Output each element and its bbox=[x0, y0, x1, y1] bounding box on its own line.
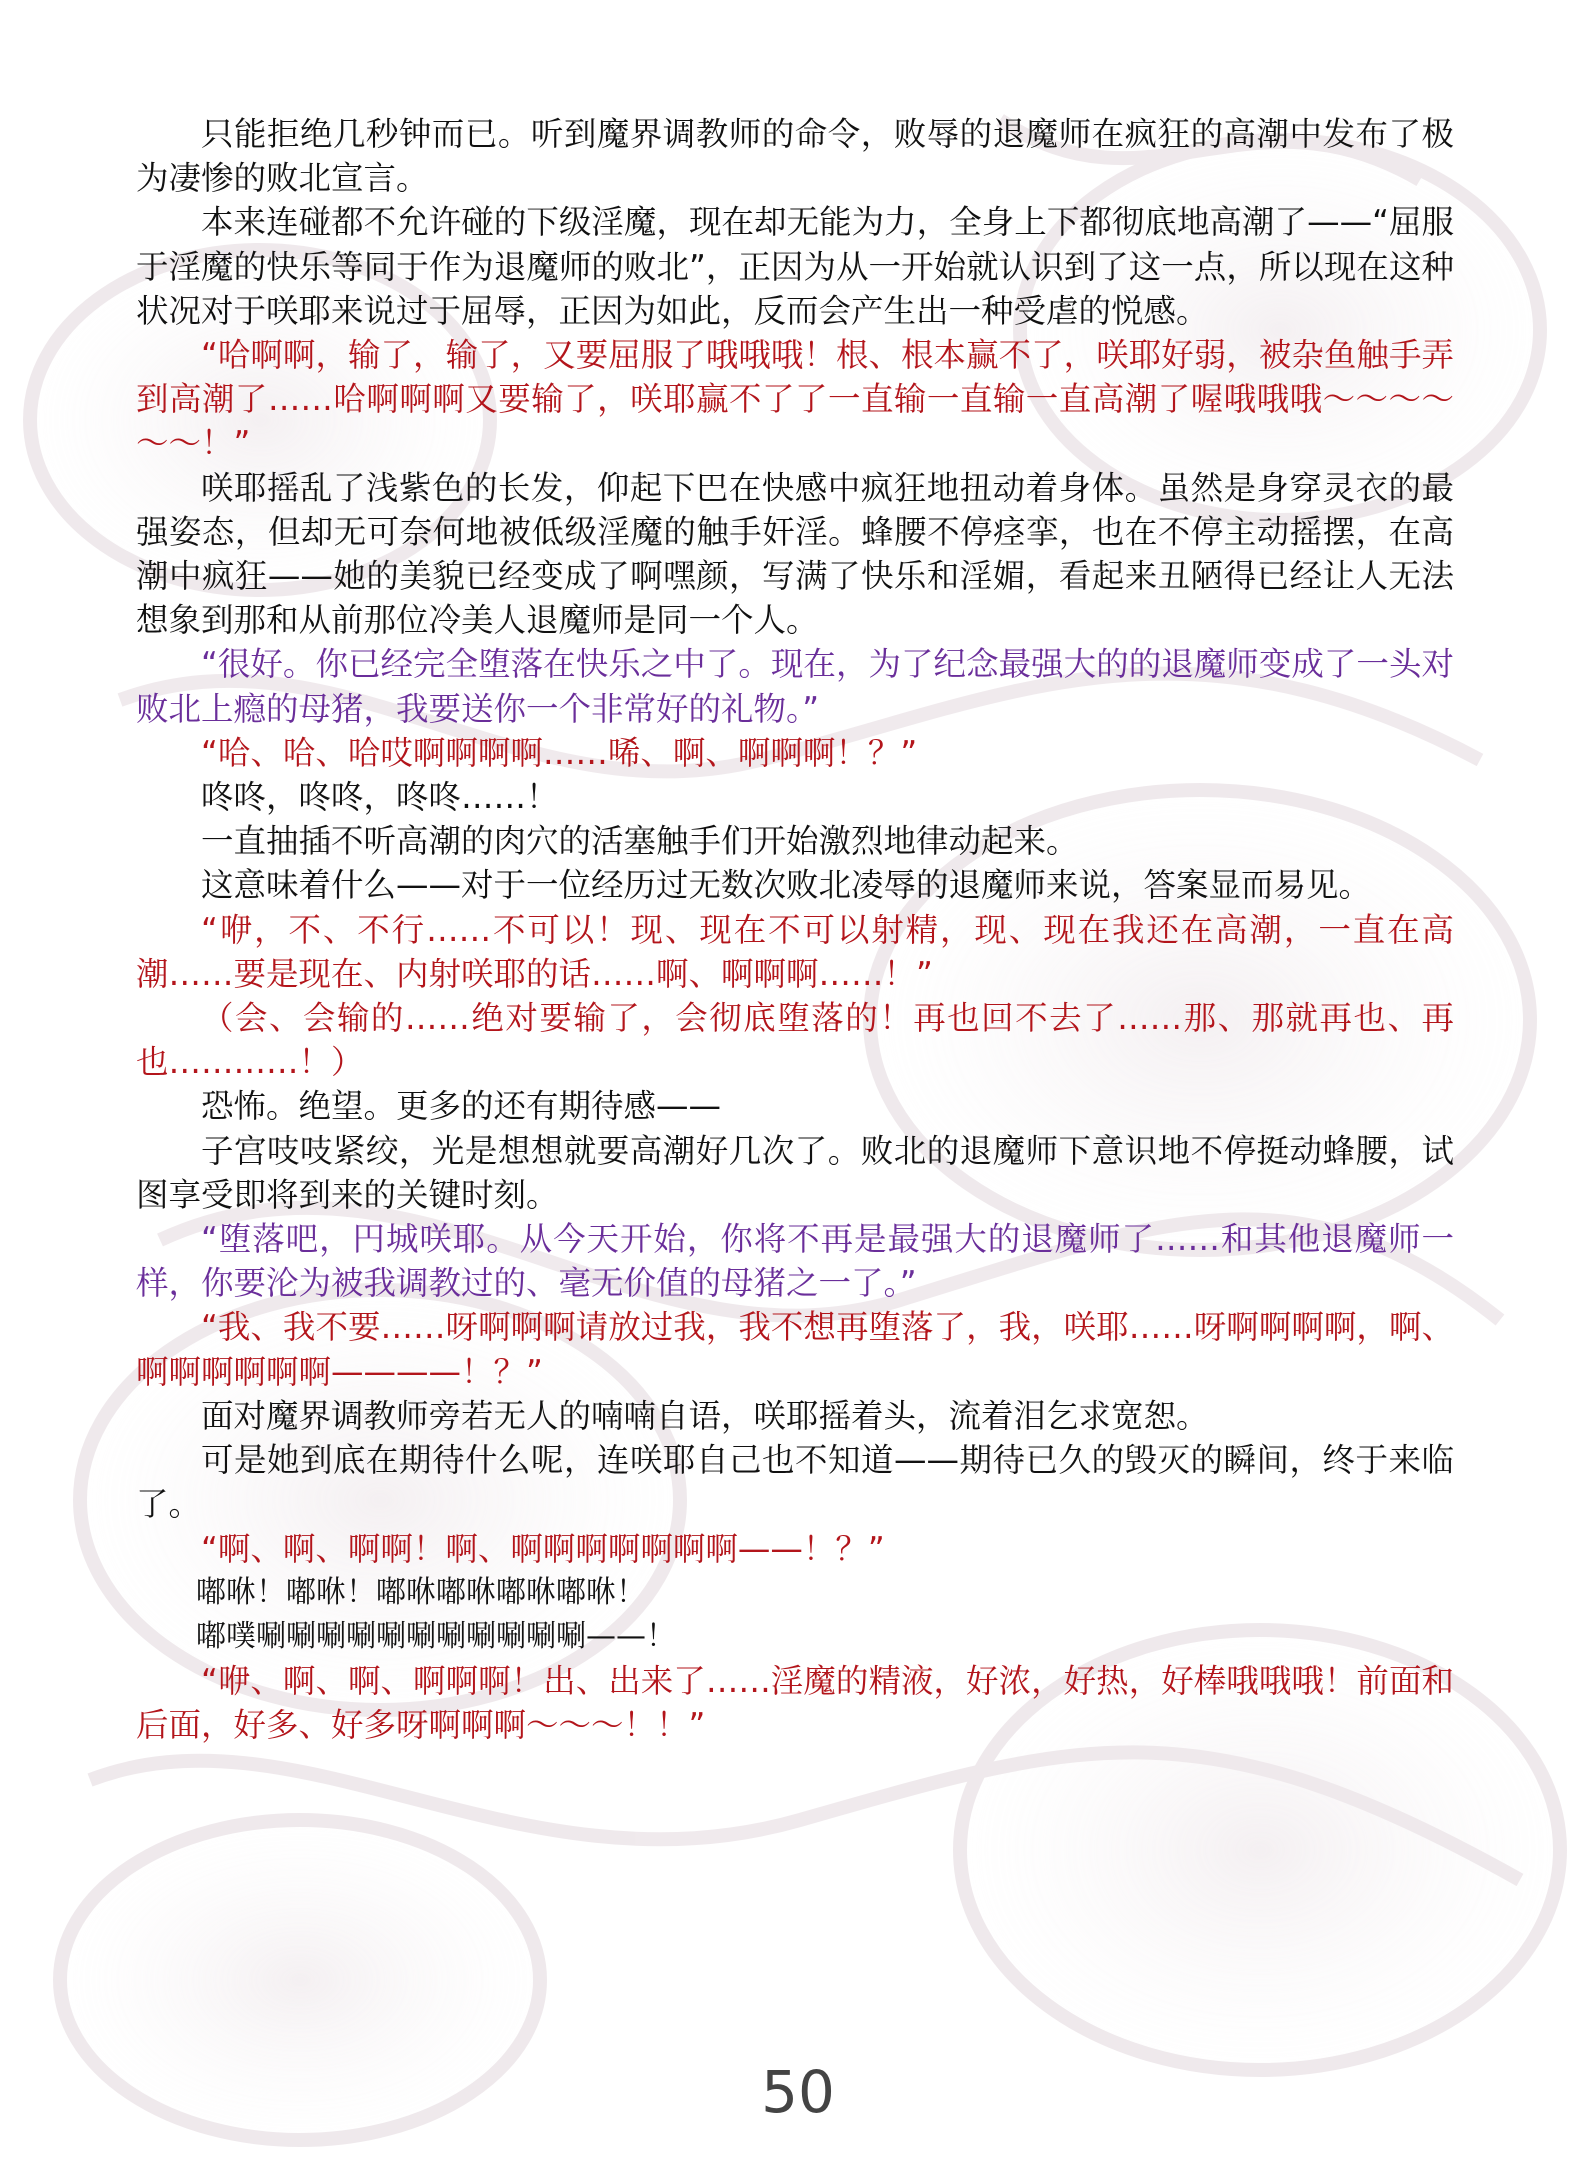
heroine-inner-thought: （会、会输的……绝对要输了，会彻底堕落的！再也回不去了……那、那就再也、再也…………！） bbox=[136, 999, 1454, 1082]
narration-paragraph: 这意味着什么——对于一位经历过无数次败北凌辱的退魔师来说，答案显而易见。 bbox=[201, 866, 1372, 905]
trainer-dialogue: “堕落吧，円城咲耶。从今天开始，你将不再是最强大的退魔师了……和其他退魔师一样，你要沦为被我调教过的、毫无价值的母猪之一了。” bbox=[136, 1220, 1454, 1303]
narration-paragraph: 咚咚，咚咚，咚咚……！ bbox=[201, 778, 559, 817]
heroine-dialogue: “啊、啊、啊啊！啊、啊啊啊啊啊啊啊——！？” bbox=[201, 1529, 885, 1568]
narration-paragraph: 面对魔界调教师旁若无人的喃喃自语，咲耶摇着头，流着泪乞求宽恕。 bbox=[201, 1396, 1209, 1435]
heroine-dialogue: “我、我不要……呀啊啊啊请放过我，我不想再堕落了，我，咲耶……呀啊啊啊啊，啊、啊啊啊啊啊啊————！？” bbox=[136, 1308, 1454, 1391]
body-text bbox=[136, 112, 1454, 1748]
narration-paragraph: 咲耶摇乱了浅紫色的长发，仰起下巴在快感中疯狂地扭动着身体。虽然是身穿灵衣的最强姿态，但却无可奈何地被低级淫魔的触手奸淫。蜂腰不停痉挛，也在不停主动摇摆，在高潮中疯狂——她的美貌已经变成了啊嘿颜，写满了快乐和淫媚，看起来丑陋得已经让人无法想象到那和从前那位冷美人退魔师是同一个人。 bbox=[136, 468, 1454, 640]
narration-paragraph: 本来连碰都不允许碰的下级淫魔，现在却无能为力，全身上下都彻底地高潮了——“屈服于淫魔的快乐等同于作为退魔师的败北”，正因为从一开始就认识到了这一点，所以现在这种状况对于咲耶来说过于屈辱，正因为如此，反而会产生出一种受虐的悦感。 bbox=[136, 203, 1454, 330]
heroine-dialogue: “哈、哈、哈哎啊啊啊啊……唏、啊、啊啊啊！？” bbox=[201, 733, 918, 772]
narration-paragraph: 一直抽插不听高潮的肉穴的活塞触手们开始激烈地律动起来。 bbox=[201, 822, 1079, 861]
narration-paragraph: 恐怖。绝望。更多的还有期待感—— bbox=[201, 1087, 722, 1126]
heroine-dialogue: “哈啊啊，输了，输了，又要屈服了哦哦哦！根、根本赢不了，咲耶好弱，被杂鱼触手弄到高潮了……哈啊啊啊又要输了，咲耶赢不了了一直输一直输一直高潮了喔哦哦哦～～～～～～！” bbox=[136, 336, 1454, 463]
sound-effect-line: 嘟噗唰唰唰唰唰唰唰唰唰唰唰——！ bbox=[196, 1618, 676, 1654]
narration-paragraph: 只能拒绝几秒钟而已。听到魔界调教师的命令，败辱的退魔师在疯狂的高潮中发布了极为凄惨的败北宣言。 bbox=[136, 115, 1454, 198]
trainer-dialogue: “很好。你已经完全堕落在快乐之中了。现在，为了纪念最强大的的退魔师变成了一头对败北上瘾的母猪，我要送你一个非常好的礼物。” bbox=[136, 645, 1454, 728]
heroine-dialogue: “咿、啊、啊、啊啊啊！出、出来了……淫魔的精液，好浓，好热，好棒哦哦哦！前面和后面，好多、好多呀啊啊啊～～～！！” bbox=[136, 1662, 1454, 1745]
narration-paragraph: 可是她到底在期待什么呢，连咲耶自己也不知道——期待已久的毁灭的瞬间，终于来临了。 bbox=[136, 1441, 1454, 1524]
page-number: 50 bbox=[761, 2058, 835, 2126]
sound-effect-line: 嘟咻！嘟咻！嘟咻嘟咻嘟咻嘟咻！ bbox=[196, 1574, 646, 1610]
heroine-dialogue: “咿，不、不行……不可以！现、现在不可以射精，现、现在我还在高潮，一直在高潮……要是现在、内射咲耶的话……啊、啊啊啊……！” bbox=[136, 910, 1454, 993]
narration-paragraph: 子宫吱吱紧绞，光是想想就要高潮好几次了。败北的退魔师下意识地不停挺动蜂腰，试图享受即将到来的关键时刻。 bbox=[136, 1131, 1454, 1214]
